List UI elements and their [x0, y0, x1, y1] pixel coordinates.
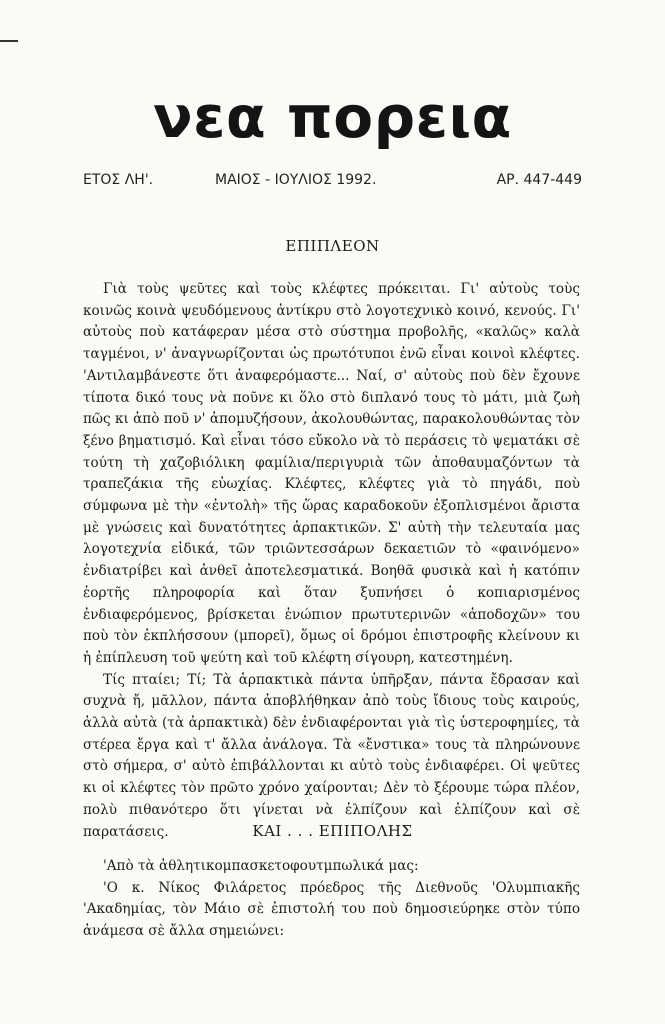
paragraph: 'Ο κ. Νίκος Φιλάρετος πρόεδρος τῆς Διεθνοῦς 'Ολυμπιακῆς 'Ακαδημίας, τὸν Μάιο σὲ ἐπιστολή του ποὺ δημοσιεύρηκε στὸν τύπο ἀνάμεσα σὲ ἄλλα σημειώνει:: [83, 879, 580, 940]
article-body-kai-epipolis: [83, 856, 580, 943]
paragraph: 'Απὸ τὰ ἀθλητικομπασκετοφουτμπωλικά μας:: [103, 858, 419, 874]
article-title-kai-epipolis: ΚΑΙ . . . ΕΠΙΠΟΛΗΣ: [252, 822, 413, 840]
issue-date: ΜΑΙΟΣ - ΙΟΥΛΙΟΣ 1992.: [215, 172, 377, 188]
issue-info-line: [83, 172, 582, 192]
masthead-title: νεα πορεια: [153, 83, 512, 151]
issue-number: ΑΡ. 447-449: [496, 172, 582, 188]
issue-year: ΕΤΟΣ ΛΗ'.: [83, 172, 154, 188]
paragraph: Γιὰ τοὺς ψεῦτες καὶ τοὺς κλέφτες πρόκειται. Γι' αὐτοὺς τοὺς κοινῶς κοινὰ ψευδόμενους ἀντίκρυ στὸ λογοτεχνικὸ κοινό, κενούς. Γι' αὐτοὺς ποὺ κατάφεραν μέσα στὸ σύστημα προβολῆς, «καλῶς» καλὰ ταγμένοι, ν' ἀναγνωρίζονται ὡς πρωτότυποι ἐνῶ εἶναι κοινοὶ κλέφτες. 'Αντιλαμβάνεστε ὅτι ἀναφερόμαστε... Ναί, σ' αὐτοὺς ποὺ δὲν ἔχουνε τίποτα δικό τους νὰ ποῦνε κι ὅλο στὸ διπλανό τους τὸ μάτι, μιὰ ζωὴ πῶς κι ἀπὸ ποῦ ν' ἀπομυζήσουν, ἀκολουθώντας, παρακολουθώντας τὸν ξένο βηματισμό. Καὶ εἶναι τόσο εὔκολο νὰ τὸ περάσεις τὸ ψεματάκι σὲ τούτη τὴ χαζοβιόλικη φαμίλια/περιγυριὰ τῶν ἀποθαυμαζόντων τὰ τραπεζάκια τῆς εὐωχίας. Κλέφτες, κλέφτες γιὰ τὸ πηγάδι, ποὺ σύμφωνα μὲ τὴν «ἐντολὴ» τῆς ὥρας καραδοκοῦν ἐξοπλισμένοι ἄριστα μὲ γνώσεις καὶ δυνατότητες ἁρπακτικῶν. Σ' αὐτὴ τὴν τελευταία μας λογοτεχνία εἰδικά, τῶν τριῶντεσσάρων δεκαετιῶν τὸ «φαινόμενο» ἐνδιατρίβει καὶ ἀνθεῖ ἀποτελεσματικά. Βοηθᾶ φυσικὰ καὶ ἡ κατόπιν ἑορτῆς πληροφορία καὶ ὅταν ξυπνήσει ὁ κοπιαρισμένος ἐνδιαφερόμενος, βρίσκεται ἐνώπιον πρωτυτερινῶν «ἀποδοχῶν» του ποὺ τὸν ἐκπλήσσουν (μπορεῖ), ὅμως οἱ δρόμοι ἐπιστροφῆς κλείνουν κι ἡ ἐπίπλευση τοῦ ψεύτη καὶ τοῦ κλέφτη σίγουρη, κατεστημένη.: [83, 281, 580, 666]
margin-mark: [0, 40, 18, 42]
paragraph: Τίς πταίει; Τί; Τὰ ἁρπακτικὰ πάντα ὑπῆρξαν, πάντα ἔδρασαν καὶ συχνὰ ἤ, μᾶλλον, πάντα ἀποβλήθηκαν ἀπὸ τοὺς ἴδιους τοὺς καιρούς, ἀλλὰ αὐτὰ (τὰ ἁρπακτικὰ) δὲν ἐνδιαφέρονται γιὰ τὶς ὑστεροφημίες, τὰ στέρεα ἔργα καὶ τ' ἄλλα ἀνάλογα. Τὰ «ἔνστικα» τους τὰ πληρώνουνε στὸ σήμερα, σ' αὐτὸ ἐπιβάλλονται κι αὐτὸ τοὺς ἐνδιαφέρει. Οἱ ψεῦτες κι οἱ κλέφτες τὸν πρῶτο χρόνο χαίρονται; Δὲν τὸ ξέρουμε τώρα πλέον, πολὺ πιθανότερο ὅτι γίνεται νὰ ἐλπίζουν καὶ ἐλπίζουν καὶ σὲ παρατάσεις.: [83, 671, 580, 840]
article-body-epipleon: [83, 279, 580, 843]
article-title-epipleon: ΕΠΙΠΛΕΟΝ: [285, 237, 380, 255]
